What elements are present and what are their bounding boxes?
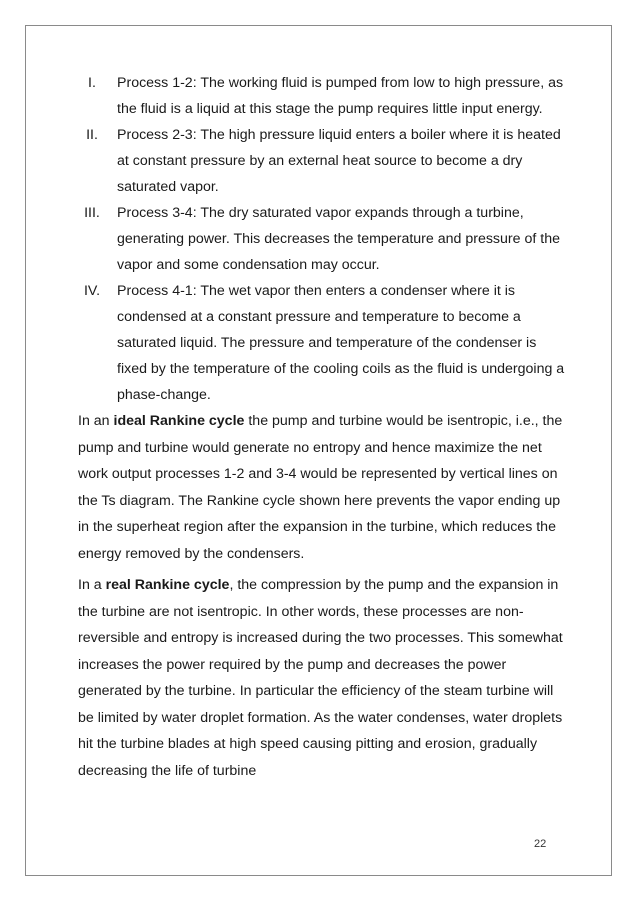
process-item <box>78 278 568 408</box>
process-numeral: I. <box>88 75 96 91</box>
process-item <box>78 70 568 122</box>
paragraph-lead: In an <box>78 413 114 429</box>
ideal-cycle-paragraph <box>78 408 568 567</box>
process-numeral: III. <box>84 205 100 221</box>
page-number: 22 <box>534 838 547 850</box>
paragraph-body: the pump and turbine would be isentropic, i.e., the pump and turbine would generate no entropy and hence maximize the net work output processes 1-2 and 3-4 would be represented by vertical lines on the Ts diagram. The Rankine cycle shown here prevents the vapor ending up in the superheat region after the expansion in the turbine, which reduces the energy removed by the condensers. <box>78 413 563 562</box>
process-text: Process 1-2: The working fluid is pumped from low to high pressure, as the fluid is a liquid at this stage the pump requires little input energy. <box>117 75 564 117</box>
process-numeral: II. <box>86 127 98 143</box>
process-text: Process 2-3: The high pressure liquid enters a boiler where it is heated at constant pressure by an external heat source to become a dry saturated vapor. <box>117 127 561 195</box>
process-item <box>78 200 568 278</box>
process-numeral: IV. <box>83 283 101 299</box>
real-cycle-paragraph <box>78 572 568 784</box>
process-item <box>78 122 568 200</box>
paragraph-body: , the compression by the pump and the expansion in the turbine are not isentropic. In other words, these processes are non-reversible and entropy is increased during the two processes. This somewhat increases the power required by the pump and decreases the power generated by the turbine. In particular the efficiency of the steam turbine will be limited by water droplet formation. As the water condenses, water droplets hit the turbine blades at high speed causing pitting and erosion, gradually decreasing the life of turbine <box>78 577 563 779</box>
paragraph-lead: In a <box>78 577 106 593</box>
ideal-rankine-term: ideal Rankine cycle <box>113 413 245 429</box>
document-body <box>78 70 568 784</box>
process-text: Process 4-1: The wet vapor then enters a condenser where it is condensed at a constant pressure and temperature to become a saturated liquid. The pressure and temperature of the condenser is fixed by the temperature of the cooling coils as the fluid is undergoing a phase-change. <box>117 283 565 403</box>
real-rankine-term: real Rankine cycle <box>105 577 230 593</box>
process-text: Process 3-4: The dry saturated vapor expands through a turbine, generating power. This decreases the temperature and pressure of the vapor and some condensation may occur. <box>117 205 560 273</box>
